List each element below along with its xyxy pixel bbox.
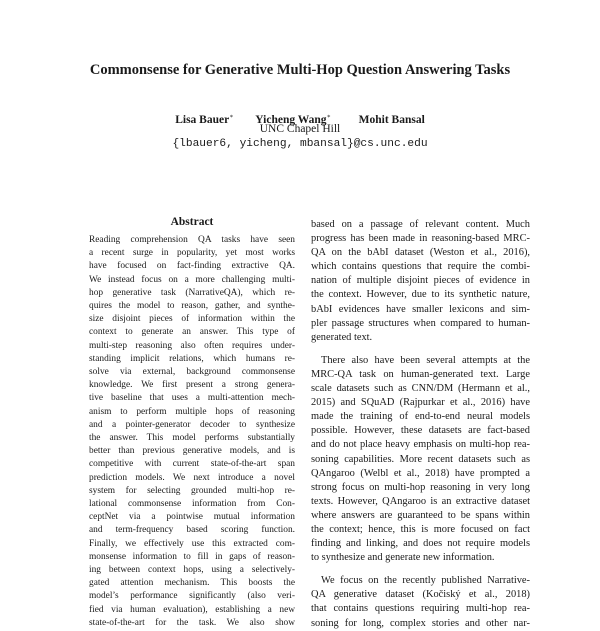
body-text-line: 2015) and SQuAD (Rajpurkar et al., 2016) have (311, 397, 530, 409)
body-text-line: texts. However, QAngaroo is an extractive dataset (311, 495, 530, 507)
body-text-line: QA on the bAbI dataset (Weston et al., 2016), (311, 247, 530, 259)
abstract-line: context to generate an answer. This type of (89, 327, 295, 338)
body-text-line: progress has been made in reasoning-based MRC- (311, 233, 530, 245)
abstract-line: hop generative task (NarrativeQA), which re- (89, 287, 295, 298)
abstract-line: better than previous generative models, and is (89, 446, 295, 457)
body-text-line: scale datasets such as CNN/DM (Hermann et al., (311, 383, 530, 395)
abstract-line: fied via human evaluation), establishing a new (89, 604, 295, 615)
body-text-line: MRC-QA task on human-generated text. Large (311, 368, 530, 380)
author-name: Yicheng Wang∗ (255, 114, 331, 126)
abstract-line: prediction models. We next introduce a novel (89, 472, 295, 483)
body-text-line: which contains questions that require the combi- (311, 261, 530, 273)
body-text-line: strong focus on multi-hop reasoning in very long (311, 481, 530, 493)
abstract-line: We instead focus on a more challenging multi- (89, 274, 295, 285)
abstract-line: have focused on fact-finding extractive QA. (89, 261, 295, 272)
body-text-line: bAbI evidences have smaller lexicons and sim- (311, 303, 530, 315)
abstract-line: standing implicit relations, which humans re- (89, 353, 295, 364)
body-text-line: based on a passage of relevant content. Much (311, 219, 530, 230)
abstract-line: Finally, we effectively use this extracted com- (89, 538, 295, 549)
author-emails: {lbauer6, yicheng, mbansal}@cs.unc.edu (172, 138, 428, 150)
abstract-line: monsense information to fill in gaps of reason- (89, 551, 295, 562)
abstract-line: anism to perform multiple hops of reasoning (89, 406, 295, 417)
body-text-line: finding and linking, and does not require models (311, 538, 530, 550)
body-text-line: soning for long, complex stories and other nar- (311, 617, 530, 629)
abstract-line: and term-frequency based scoring function. (89, 525, 295, 536)
body-text-line: nation of multiple disjoint pieces of evidence in (311, 275, 530, 287)
abstract-line: tive baseline that uses a multi-attention mech- (89, 393, 295, 404)
body-text-line: QA generative dataset (Kočiský et al., 2018) (311, 589, 530, 601)
body-text-line: soning capabilities. More recent datasets such as (311, 453, 530, 465)
author-name: Mohit Bansal (358, 114, 425, 126)
abstract-line: and a pointer-generator decoder to synthesize (89, 419, 295, 430)
paper-title: Commonsense for Generative Multi-Hop Question Answering Tasks (89, 62, 511, 78)
body-text-line: We focus on the recently published Narrative- (321, 575, 530, 587)
abstract-line: Reading comprehension QA tasks have seen (89, 235, 295, 245)
abstract-line: system for selecting grounded multi-hop re- (89, 485, 295, 496)
abstract-line: gated attention mechanism. This boosts the (89, 578, 295, 589)
author-name: Lisa Bauer∗ (175, 114, 234, 126)
affiliation: UNC Chapel Hill (259, 123, 341, 135)
body-text-line: QAngaroo (Welbl et al., 2018) have prompted a (311, 467, 530, 479)
abstract-line: ing between context hops, using a selectively- (89, 565, 295, 576)
abstract-line: the answer. This model performs substantially (89, 433, 295, 444)
abstract-line: lational commonsense information from Con- (89, 499, 295, 510)
body-text-line: the context; hence, this is more focused on fact (311, 523, 530, 535)
intro-body (311, 218, 530, 631)
body-text-line: and do not place heavy emphasis on multi-hop rea- (311, 439, 530, 451)
abstract-line: multi-step reasoning also often requires under- (89, 340, 295, 351)
body-text-line: the context. However, due to its synthetic nature, (311, 289, 530, 301)
body-text-line: to synthesize and generate new information. (311, 552, 495, 564)
body-text-line: where answers are guaranteed to be spans within (311, 509, 530, 521)
abstract-line: state-of-the-art for the task. We also show (89, 617, 295, 628)
body-text-line: made the training of end-to-end neural models (311, 411, 530, 423)
abstract-line: competitive with current state-of-the-art span (89, 459, 295, 470)
abstract-body (89, 234, 295, 630)
abstract-line: a recent surge in popularity, yet most works (89, 248, 295, 259)
abstract-line: size disjoint pieces of information within the (89, 314, 295, 325)
body-text-line: There also have been several attempts at the (321, 354, 530, 366)
abstract-line: knowledge. We first present a strong genera- (89, 380, 295, 391)
body-text-line: that contains questions requiring multi-hop rea- (311, 603, 530, 615)
abstract-line: solve via external, background commonsense (89, 367, 295, 378)
abstract-heading: Abstract (170, 216, 214, 228)
body-text-line: pler passage structures when compared to human- (311, 317, 530, 329)
body-text-line: possible. However, these datasets are fact-based (311, 425, 530, 437)
abstract-line: ceptNet via a pointwise mutual information (89, 512, 295, 523)
body-text-line: generated text. (311, 331, 373, 343)
abstract-line: model’s performance significantly (also veri- (89, 591, 295, 602)
abstract-line: quires the model to reason, gather, and synthe- (89, 301, 295, 312)
